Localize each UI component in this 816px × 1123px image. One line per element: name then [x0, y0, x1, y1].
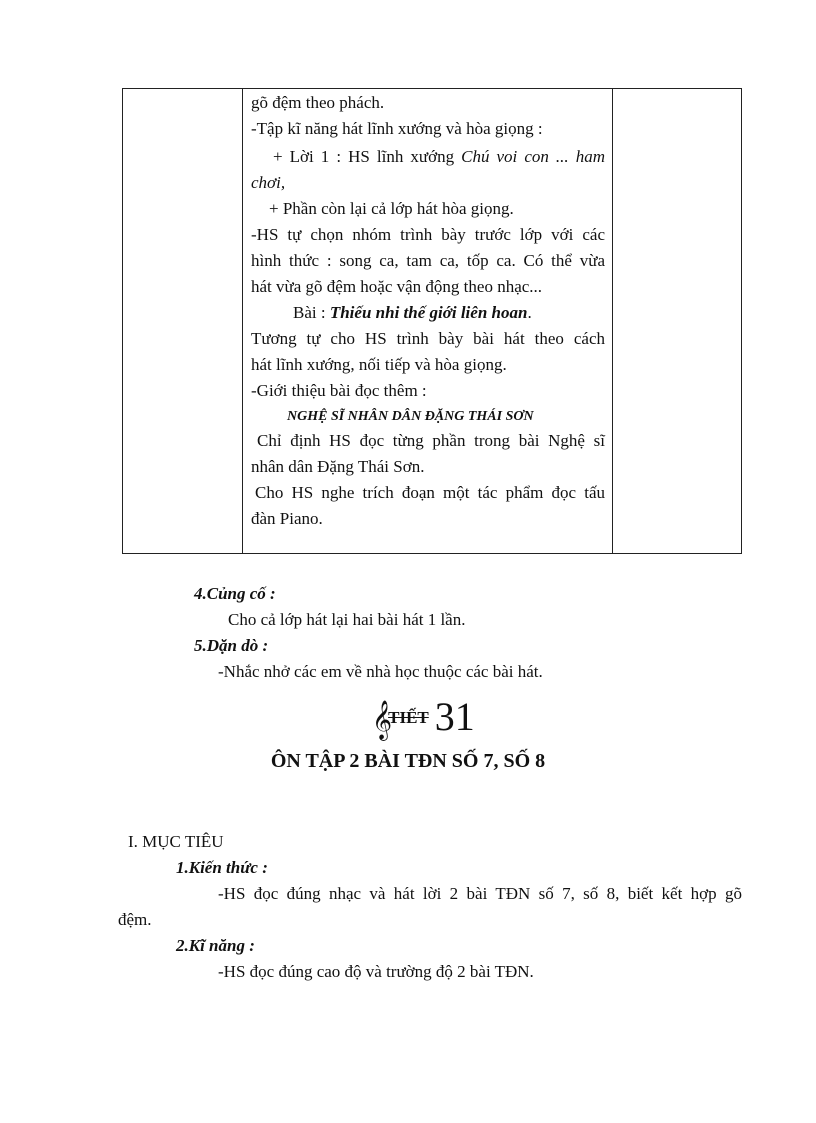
cell-line: + Phần còn lại cả lớp hát hòa giọng. — [269, 199, 514, 218]
reading-title: NGHỆ SĨ NHÂN DÂN ĐẶNG THÁI SƠN — [287, 409, 534, 424]
lesson-title: ÔN TẬP 2 BÀI TĐN SỐ 7, SỐ 8 — [270, 750, 546, 772]
cell-line: hình thức : song ca, tam ca, tốp ca. Có thể vừa — [251, 251, 605, 270]
song-title-suffix: . — [527, 303, 532, 322]
cell-line: đàn Piano. — [251, 509, 323, 528]
knowledge-text-cont: đệm. — [118, 910, 152, 929]
section-5-text: -Nhắc nhở các em về nhà học thuộc các bài hát. — [218, 662, 543, 681]
table-divider-right — [612, 89, 613, 553]
cell-line: Chỉ định HS đọc từng phần trong bài Nghệ sĩ — [257, 431, 605, 450]
lesson-label: TIẾT — [388, 708, 429, 727]
cell-line: nhân dân Đặng Thái Sơn. — [251, 457, 425, 476]
cell-line: hát lĩnh xướng, nối tiếp và hòa giọng. — [251, 355, 507, 374]
skills-text: -HS đọc đúng cao độ và trường độ 2 bài TĐN. — [218, 962, 534, 981]
table-divider-left — [242, 89, 243, 553]
cell-line: gõ đệm theo phách. — [251, 93, 385, 112]
lesson-number: 31 — [434, 694, 475, 739]
knowledge-text: -HS đọc đúng nhạc và hát lời 2 bài TĐN số 7, số 8, biết kết hợp gõ — [218, 884, 742, 903]
song-title: Thiếu nhi thế giới liên hoan — [329, 303, 528, 322]
objectives-heading: I. MỤC TIÊU — [128, 832, 224, 851]
section-4-heading: 4.Củng cố : — [194, 584, 276, 603]
song-title-line — [293, 303, 532, 323]
cell-line: -Giới thiệu bài đọc thêm : — [251, 381, 427, 400]
cell-line: -HS tự chọn nhóm trình bày trước lớp với các — [251, 225, 605, 244]
lesson-table — [122, 88, 742, 554]
lyric-prefix: + Lời 1 : HS lĩnh xướng — [273, 147, 462, 166]
knowledge-heading: 1.Kiến thức : — [176, 858, 268, 877]
cell-line — [251, 147, 605, 167]
cell-line: Cho HS nghe trích đoạn một tác phẩm đọc tấu — [255, 483, 605, 502]
song-prefix: Bài : — [293, 303, 330, 322]
cell-line: -Tập kĩ năng hát lĩnh xướng và hòa giọng : — [251, 119, 543, 138]
section-4-text: Cho cả lớp hát lại hai bài hát 1 lần. — [228, 610, 466, 629]
skills-heading: 2.Kĩ năng : — [176, 936, 255, 955]
treble-clef-icon: 𝄞 — [372, 702, 393, 739]
lesson-number-title — [372, 696, 475, 738]
section-5-heading: 5.Dặn dò : — [194, 636, 269, 655]
song-lyric: Chú voi con ... ham — [461, 147, 605, 166]
cell-line: Tương tự cho HS trình bày bài hát theo cách — [251, 329, 605, 348]
song-lyric-end: chơi, — [251, 173, 286, 192]
cell-line: hát vừa gõ đệm hoặc vận động theo nhạc... — [251, 277, 543, 296]
